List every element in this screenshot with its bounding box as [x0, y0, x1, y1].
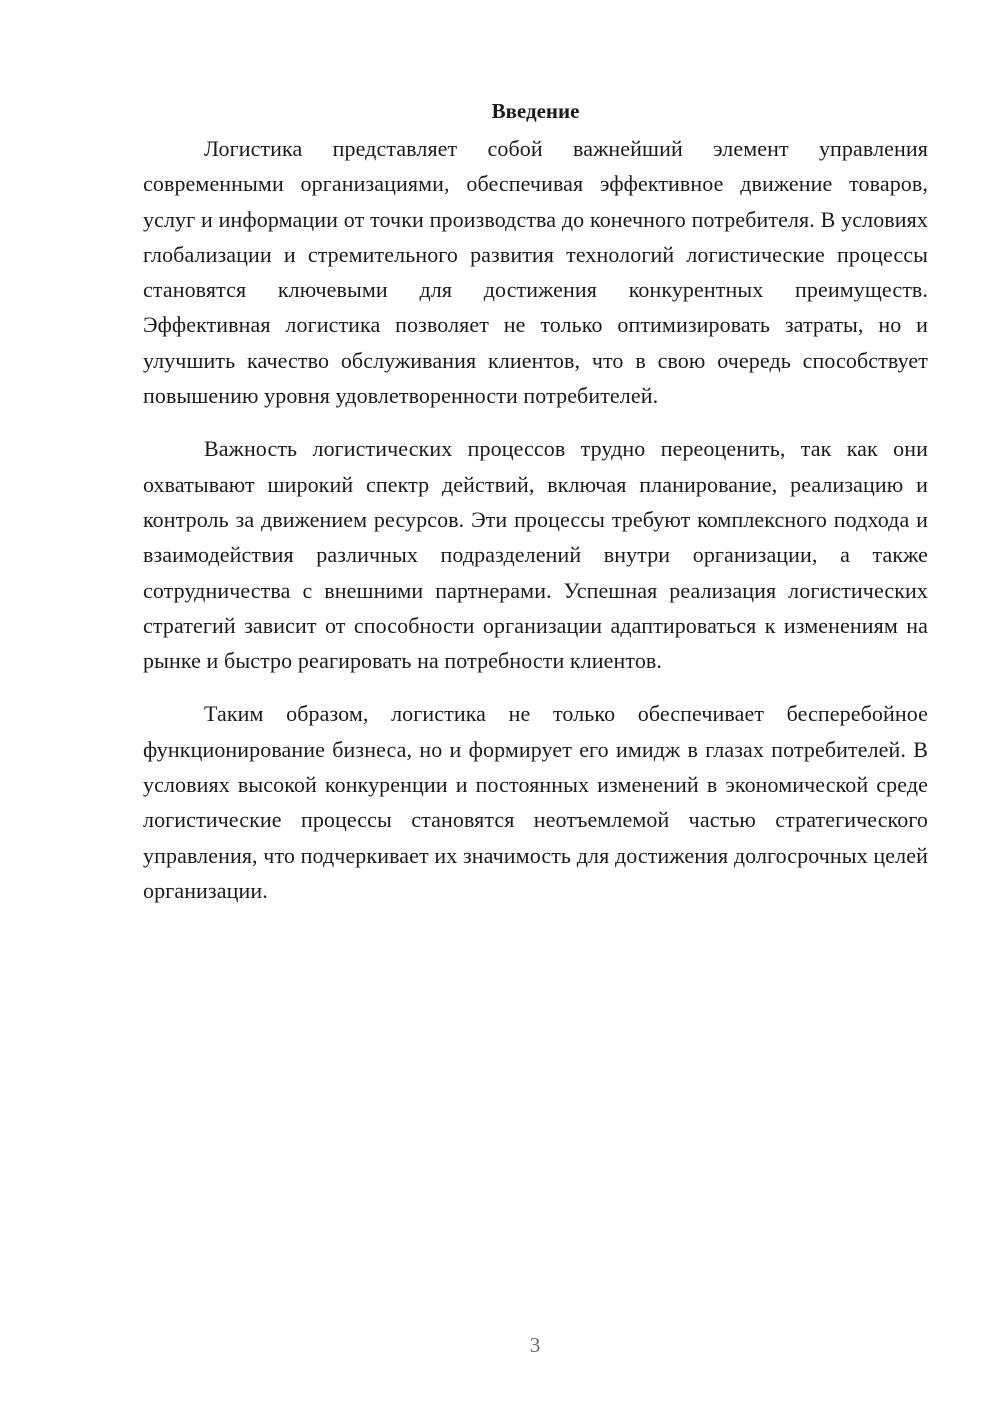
page-number: 3 [529, 1333, 541, 1357]
paragraph: Таким образом, логистика не только обеспечивает бесперебойное функционирование бизнеса, но и формирует его имидж в глазах потребителей. В условиях высокой конкуренции и постоянных изменений в экономической среде логистические процессы становятся неотъемлемой частью стратегического управления, что подчеркивает их значимость для достижения долгосрочных целей организации. [143, 701, 928, 903]
paragraph: Важность логистических процессов трудно переоценить, так как они охватывают широкий спектр действий, включая планирование, реализацию и контроль за движением ресурсов. Эти процессы требуют комплексного подхода и взаимодействия различных подразделений внутри организации, а также сотрудничества с внешними партнерами. Успешная реализация логистических стратегий зависит от способности организации адаптироваться к изменениям на рынке и быстро реагировать на потребности клиентов. [143, 436, 928, 674]
paragraph: Логистика представляет собой важнейший элемент управления современными организациями, обеспечивая эффективное движение товаров, услуг и информации от точки производства до конечного потребителя. В условиях глобализации и стремительного развития технологий логистические процессы становятся ключевыми для достижения конкурентных преимуществ. Эффективная логистика позволяет не только оптимизировать затраты, но и улучшить качество обслуживания клиентов, что в свою очередь способствует повышению уровня удовлетворенности потребителей. [143, 136, 928, 409]
page-content [143, 95, 928, 926]
section-heading: Введение [491, 99, 580, 123]
